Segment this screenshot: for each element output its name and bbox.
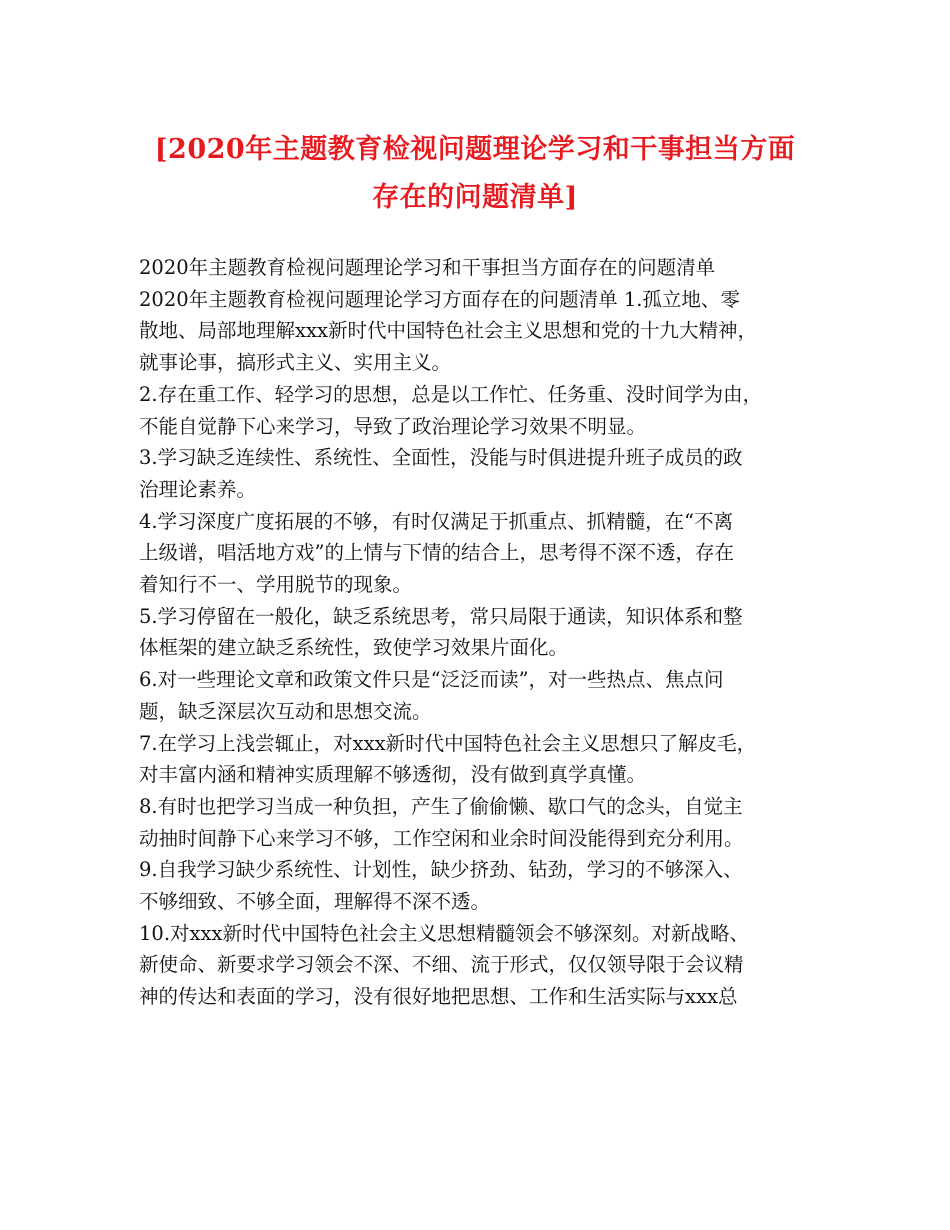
title-line-2: 存在的问题清单]: [372, 182, 578, 213]
body-line: 体框架的建立缺乏系统性，致使学习效果片面化。: [139, 636, 569, 660]
body-line: 6.对一些理论文章和政策文件只是“泛泛而读”，对一些热点、焦点问: [139, 668, 724, 692]
body-line: 2.存在重工作、轻学习的思想，总是以工作忙、任务重、没时间学为由，: [139, 382, 763, 406]
body-line: 10.对xxx新时代中国特色社会主义思想精髓领会不够深刻。对新战略、: [139, 921, 750, 945]
body-line: 2020年主题教育检视问题理论学习和干事担当方面存在的问题清单: [139, 256, 716, 279]
body-line: 3.学习缺乏连续性、系统性、全面性，没能与时俱进提升班子成员的政: [139, 446, 743, 470]
body-line: 4.学习深度广度拓展的不够，有时仅满足于抓重点、抓精髓，在“不离: [139, 509, 734, 533]
body-line: 题，缺乏深层次互动和思想交流。: [139, 699, 432, 723]
body-line: 上级谱，唱活地方戏”的上情与下情的结合上，思考得不深不透，存在: [139, 541, 734, 565]
body-line: 9.自我学习缺少系统性、计划性，缺少挤劲、钻劲，学习的不够深入、: [139, 858, 743, 882]
body-line: 散地、局部地理解xxx新时代中国特色社会主义思想和党的十九大精神，: [139, 319, 757, 343]
body-line: 8.有时也把学习当成一种负担，产生了偷偷懒、歇口气的念头，自觉主: [139, 794, 743, 818]
body-line: 新使命、新要求学习领会不深、不细、流于形式，仅仅领导限于会议精: [139, 953, 744, 977]
body-line: 不够细致、不够全面，理解得不深不透。: [139, 890, 491, 914]
body-line: 神的传达和表面的学习，没有很好地把思想、工作和生活实际与xxx总: [139, 985, 738, 1009]
body-line: 着知行不一、学用脱节的现象。: [139, 573, 413, 597]
body-line: 动抽时间静下心来学习不够，工作空闲和业余时间没能得到充分利用。: [139, 826, 744, 850]
document-body: [139, 252, 829, 1013]
body-line: 治理论素养。: [139, 477, 257, 501]
title-line-1: [2020年主题教育检视问题理论学习和干事担当方面: [154, 134, 796, 165]
body-line: 2020年主题教育检视问题理论学习方面存在的问题清单 1.孤立地、零: [139, 287, 740, 311]
body-line: 对丰富内涵和精神实质理解不够透彻，没有做到真学真懂。: [139, 763, 647, 787]
document-title: [120, 126, 830, 222]
body-line: 不能自觉静下心来学习，导致了政治理论学习效果不明显。: [139, 414, 647, 438]
body-line: 就事论事，搞形式主义、实用主义。: [139, 351, 452, 375]
body-line: 7.在学习上浅尝辄止，对xxx新时代中国特色社会主义思想只了解皮毛，: [139, 731, 757, 755]
body-line: 5.学习停留在一般化，缺乏系统思考，常只局限于通读，知识体系和整: [139, 604, 743, 628]
